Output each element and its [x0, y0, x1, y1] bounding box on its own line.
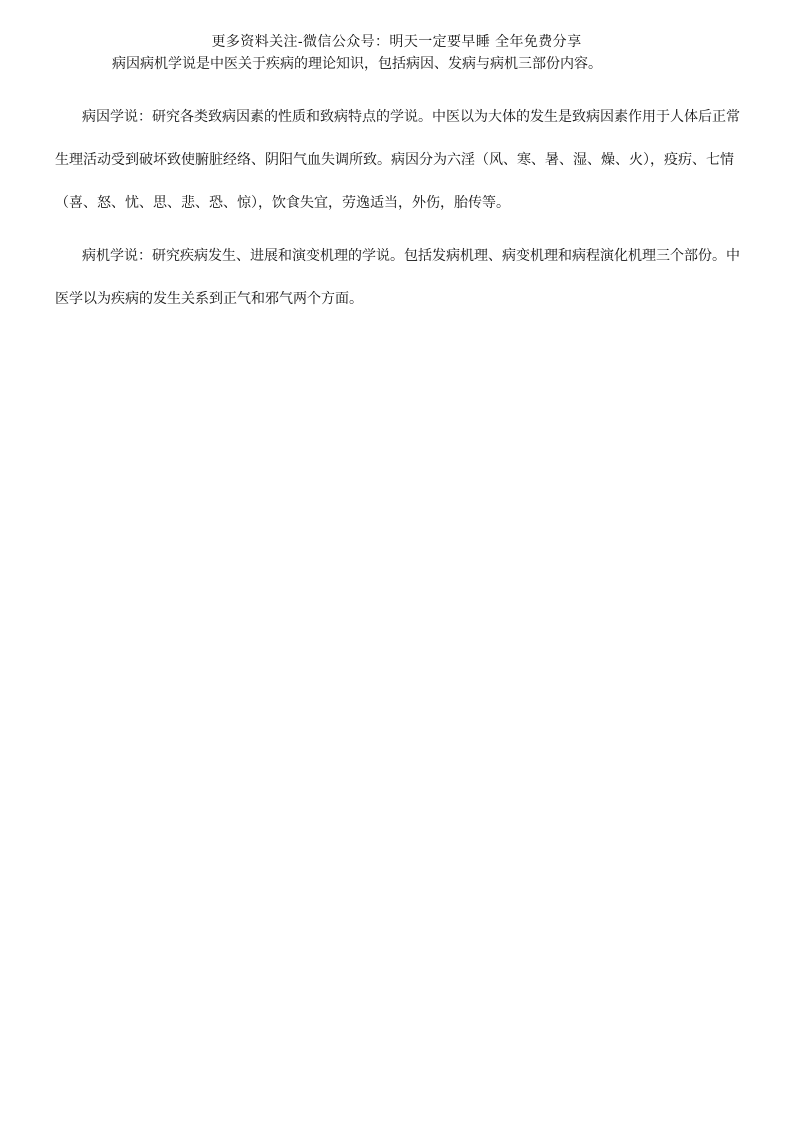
header-promo-note: 更多资料关注-微信公众号：明天一定要早睡 全年免费分享	[211, 34, 582, 50]
etiology-paragraph-line-3: （喜、怒、忧、思、悲、恐、惊），饮食失宜，劳逸适当，外伤，胎传等。	[55, 195, 510, 211]
etiology-paragraph-line-2: 生理活动受到破坏致使腑脏经络、阴阳气血失调所致。病因分为六淫（风、寒、暑、湿、燥、火），疫疠、七情	[55, 152, 734, 168]
intro-paragraph-line: 病因病机学说是中医关于疾病的理论知识，包括病因、发病与病机三部份内容。	[112, 56, 602, 72]
pathogenesis-paragraph-line-1: 病机学说：研究疾病发生、进展和演变机理的学说。包括发病机理、病变机理和病程演化机理三个部份。中	[82, 248, 740, 264]
pathogenesis-paragraph-line-2: 医学以为疾病的发生关系到正气和邪气两个方面。	[55, 291, 363, 307]
etiology-paragraph-line-1: 病因学说：研究各类致病因素的性质和致病特点的学说。中医以为大体的发生是致病因素作用于人体后正常	[82, 109, 740, 125]
